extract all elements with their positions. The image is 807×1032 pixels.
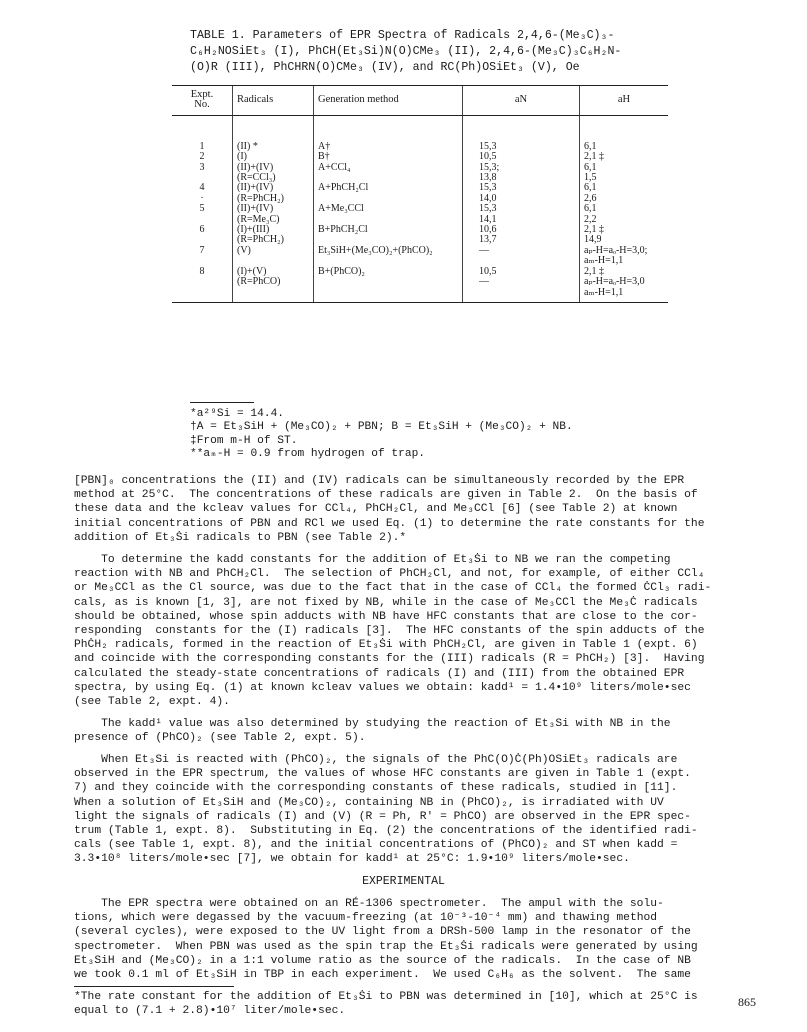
header-radicals: Radicals (233, 86, 314, 116)
table-header-row (172, 86, 668, 116)
paragraph-5: The EPR spectra were obtained on an RÉ-1306 spectrometer. The ampul with the solu- tions, which were degassed by the vacuum-freezing (at 10⁻³-10⁻⁴ mm) and thawing method (several cycles), were exposed to the UV light from a DRSh-500 lamp in the resonator of the spectrometer. When PBN was used as the spin trap the Et₃Ṡi radicals were generated by using Et₃SiH and (Me₃CO)₂ in a 1:1 volume ratio as the source of the radicals. In the case of NB we took 0.1 ml of Et₃SiH in TBP in each experiment. We used C₆H₆ as the solvent. The same (74, 898, 698, 982)
table-notes-rule (190, 402, 254, 403)
footnote-rule (74, 986, 234, 987)
section-heading-experimental: EXPERIMENTAL (362, 875, 445, 888)
epr-table (172, 85, 668, 303)
cell-expt-numbers: 1 2 3 4 · 5 6 7 8 (172, 142, 233, 303)
table-spacer-row (172, 115, 668, 142)
table-notes: *a²⁹Si = 14.4. †A = Et₃SiH + (Me₃CO)₂ + PBN; B = Et₃SiH + (Me₃CO)₂ + NB. ‡From m-H of ST. **aₘ-H = 0.9 from hydrogen of trap. (190, 408, 573, 461)
header-generation-method: Generation method (314, 86, 463, 116)
table-row (172, 142, 668, 303)
cell-radicals: (II) * (I) (II)+(IV) (R=CCl₃) (II)+(IV) (R=PhCH₂) (II)+(IV) (R=Me₃C) (I)+(III) (R=PhCH₂) (V) (I)+(V) (R=PhCO) (233, 142, 314, 303)
header-aN: aN (463, 86, 580, 116)
paragraph-4: When Et₃Si is reacted with (PhCO)₂, the signals of the PhC(O)Ċ(Ph)OSiEt₃ radicals are observed in the EPR spectrum, the values of whose HFC constants are given in Table 1 (expt. 7) and they coincide with the corresponding constants of these radicals, studied in [11]. When a solution of Et₃SiH and (Me₃CO)₂, containing NB in (PhCO)₂, is irradiated with UV light the signals of radicals (I) and (V) (R = Ph, R' = PhCO) are observed in the EPR spec- trum (Table 1, expt. 8). Substituting in Eq. (2) the concentrations of the identified radi- cals (see Table 1, expt. 8), and the initial concentrations of (PhCO)₂ and ST when kadd = 3.3•10⁸ liters/mole•sec [7], we obtain for kadd¹ at 25°C: 1.9•10⁹ liters/mole•sec. (74, 754, 698, 866)
paragraph-3: The kadd¹ value was also determined by studying the reaction of Et₃Si with NB in the presence of (PhCO)₂ (see Table 2, expt. 5). (74, 718, 671, 745)
table-caption: TABLE 1. Parameters of EPR Spectra of Radicals 2,4,6-(Me₃C)₃- C₆H₂NOSiEt₃ (I), PhCH(Et₃Si)N(O)CMe₃ (II), 2,4,6-(Me₃C)₃C₆H₂N- (O)R (III), PhCHRN(O)CMe₃ (IV), and RC(Ph)OSiEt₃ (V), Oe (190, 29, 622, 74)
header-aH: aH (580, 86, 669, 116)
header-expt-no: Expt. No. (172, 86, 233, 116)
page-number: 865 (738, 995, 756, 1009)
cell-aN-values: 15,3 10,5 15,3; 13,8 15,3 14,0 15,3 14,1 10,6 13,7 — 10,5 — (463, 142, 580, 303)
paragraph-1: [PBN]₀ concentrations the (II) and (IV) radicals can be simultaneously recorded by the EPR method at 25°C. The concentrations of these radicals are given in Table 2. On the basis of these data and the kcleav values for CCl₄, PhCH₂Cl, and Me₃CCl [6] (see Table 2) at known initial concentrations of PBN and RCl we used Eq. (1) to determine the rate constants for the addition of Et₃Ṡi radicals to PBN (see Table 2).* (74, 475, 705, 544)
paragraph-2: To determine the kadd constants for the addition of Et₃Ṡi to NB we ran the competing reaction with NB and PhCH₂Cl. The selection of PhCH₂Cl, and not, for example, of either CCl₄ or Me₃CCl as the Cl source, was due to the fact that in the case of CCl₄ the formed ĊCl₃ radi- cals, as is known [1, 3], are not fixed by NB, while in the case of Me₃CCl the Me₃Ċ radicals should be obtained, whose spin adducts with NB have HFC constants that are close to the cor- responding constants for the (I) radicals [3]. The HFC constants of the spin adducts of the PhĊH₂ radicals, formed in the reaction of Et₃Ṡi with PhCH₂Cl, are given in Table 1 (expt. 6) and coincide with the corresponding constants for the (III) radicals (R = PhCH₂) [3]. Having calculated the steady-state concentrations of radicals (I) and (III) from the obtained EPR spectra, by using Eq. (1) at known kcleav values we obtain: kadd¹ = 1.4•10⁹ liters/mole•sec (see Table 2, expt. 4). (74, 554, 712, 709)
footnote: *The rate constant for the addition of Et₃Ṡi to PBN was determined in [10], which at 25°C is equal to (7.1 + 2.8)•10⁷ liter/mole•sec. (74, 991, 698, 1018)
cell-generation-methods: A† B† A+CCl₄ A+PhCH₂Cl A+Me₃CCl B+PhCH₂Cl Et₃SiH+(Me₃CO)₂+(PhCO)₂ B+(PhCO)₂ (314, 142, 463, 303)
cell-aH-values: 6,1 2,1 ‡ 6,1 1,5 6,1 2,6 6,1 2,2 2,1 ‡ 14,9 aₚ-H=aₒ-H=3,0; aₘ-H=1,1 2,1 ‡ aₚ-H=aₒ-H=3,0 aₘ-H=1,1 (580, 142, 669, 303)
